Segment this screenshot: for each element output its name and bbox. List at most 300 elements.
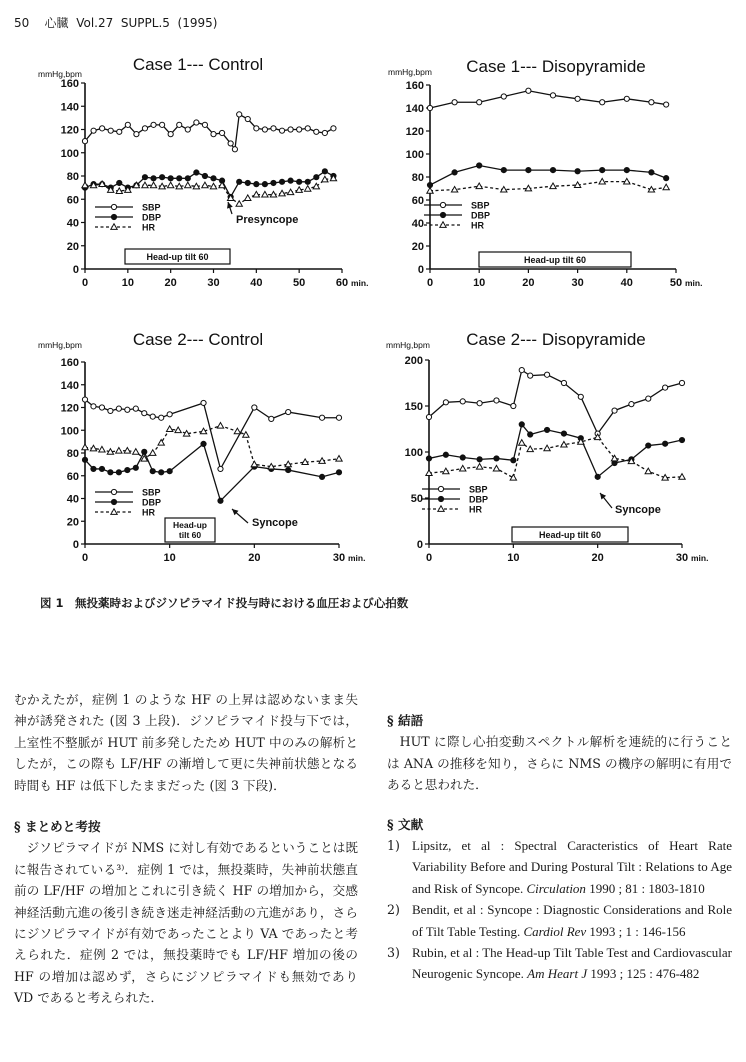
y-tick-label: 120 xyxy=(405,126,424,138)
x-tick-label: 10 xyxy=(163,552,176,564)
series-line-hr xyxy=(85,426,339,467)
x-tick-label: 20 xyxy=(164,277,177,289)
paragraph: ジソピラマイドが NMS に対し有効であるということは既に報告されている³⁾．症例 1 では，無投薬時，失神前状態直前の LF/HF の増加とこれに引き続く HF の増加から，交感神経活動亢進の後引き続き迷走神経活動の亢進があり，さらにジソピラマイドが有効であったことより VA であったと考えられた．症例 2 では，無投薬時でも LF/HF 増加の後の HF の増加は認めず，さらにジソピラマイドも無効であり VD であると考えられた． xyxy=(14,840,358,1006)
hr-point xyxy=(476,183,482,189)
y-tick-label: 100 xyxy=(60,147,79,160)
sbp-point xyxy=(501,94,506,99)
hr-point xyxy=(158,440,164,446)
hr-point xyxy=(202,182,208,188)
sbp-point xyxy=(252,405,257,410)
sbp-point xyxy=(314,129,319,134)
dbp-point xyxy=(575,169,580,174)
series-line-sbp xyxy=(429,370,682,433)
reference-journal: Circulation xyxy=(526,880,586,896)
reference-journal: Cardiol Rev xyxy=(523,923,587,939)
dbp-point xyxy=(544,427,549,432)
x-tick-label: 0 xyxy=(81,552,89,564)
sbp-point xyxy=(125,122,130,127)
dbp-point xyxy=(168,176,173,181)
y-tick-label: 20 xyxy=(411,241,424,253)
y-tick-label: 20 xyxy=(66,516,79,529)
chart-title: Case 2--- Disopyramide xyxy=(466,330,646,349)
legend-label: DBP xyxy=(142,212,162,223)
sbp-point xyxy=(111,489,116,494)
dbp-point xyxy=(177,176,182,181)
sbp-point xyxy=(108,408,113,413)
y-axis-unit: mmHg,bpm xyxy=(38,340,82,350)
dbp-point xyxy=(511,458,516,463)
sbp-point xyxy=(629,402,634,407)
legend-label: SBP xyxy=(469,484,488,495)
hr-point xyxy=(460,465,466,471)
y-axis-unit: mmHg,bpm xyxy=(386,340,430,350)
sbp-point xyxy=(108,128,113,133)
sbp-point xyxy=(99,405,104,410)
tilt-label: Head-up tilt 60 xyxy=(538,530,602,540)
journal-year: (1995) xyxy=(177,16,218,30)
x-tick-label: 10 xyxy=(507,552,520,564)
dbp-point xyxy=(111,214,116,219)
series-sbp xyxy=(82,112,336,152)
y-tick-label: 0 xyxy=(417,264,424,276)
y-tick-label: 140 xyxy=(60,379,79,392)
x-tick-label: 60 xyxy=(335,277,349,289)
dbp-point xyxy=(201,441,206,446)
sbp-point xyxy=(211,132,216,137)
legend-label: SBP xyxy=(142,202,161,213)
dbp-point xyxy=(108,470,113,475)
series-line-sbp xyxy=(85,400,339,469)
hr-point xyxy=(150,182,156,188)
sbp-point xyxy=(228,141,233,146)
chart-legend xyxy=(422,485,488,515)
series-sbp xyxy=(427,88,668,110)
dbp-point xyxy=(160,175,165,180)
sbp-point xyxy=(511,403,516,408)
chart-legend xyxy=(424,201,490,231)
hr-point xyxy=(234,428,240,434)
hr-point xyxy=(544,445,550,451)
series-line-hr xyxy=(430,182,666,191)
series-hr xyxy=(427,178,670,193)
reference-text: Rubin, et al : The Head-up Tilt Table Test and Cardiovascular Neurogenic Syncope. xyxy=(412,945,732,982)
sbp-point xyxy=(167,412,172,417)
legend-label: DBP xyxy=(142,497,162,508)
hr-point xyxy=(99,446,105,452)
legend-label: HR xyxy=(469,504,482,515)
x-tick-label: 10 xyxy=(121,277,134,289)
x-axis-unit: min. xyxy=(691,553,709,563)
dbp-point xyxy=(519,422,524,427)
y-tick-label: 0 xyxy=(72,264,79,276)
x-axis-unit: min. xyxy=(348,553,366,563)
reference-details: 1990 ; 81 : 1803-1810 xyxy=(585,880,705,896)
dbp-point xyxy=(595,474,600,479)
sbp-point xyxy=(575,96,580,101)
dbp-point xyxy=(528,432,533,437)
sbp-point xyxy=(646,396,651,401)
sbp-point xyxy=(160,122,165,127)
sbp-point xyxy=(116,406,121,411)
left-column xyxy=(14,689,358,1009)
sbp-point xyxy=(305,126,310,131)
hr-point xyxy=(510,475,516,481)
y-tick-label: 160 xyxy=(60,357,79,369)
y-tick-label: 50 xyxy=(410,493,423,505)
y-tick-label: 160 xyxy=(60,78,79,90)
annotation-arrow-head xyxy=(227,202,233,209)
dbp-point xyxy=(314,175,319,180)
y-tick-label: 100 xyxy=(404,447,423,459)
y-tick-label: 80 xyxy=(66,448,79,460)
chart-title: Case 2--- Control xyxy=(132,330,264,349)
legend-label: DBP xyxy=(471,210,491,221)
page-header xyxy=(14,14,217,31)
y-axis-unit: mmHg,bpm xyxy=(388,67,432,77)
dbp-point xyxy=(679,437,684,442)
sbp-point xyxy=(254,126,259,131)
hr-point xyxy=(175,427,181,433)
dbp-point xyxy=(438,496,443,501)
sbp-point xyxy=(82,397,87,402)
reference-item xyxy=(387,899,732,942)
y-tick-label: 120 xyxy=(60,124,79,137)
hr-point xyxy=(476,464,482,470)
dbp-point xyxy=(443,452,448,457)
y-tick-label: 160 xyxy=(405,80,424,92)
hr-point xyxy=(336,455,342,461)
legend-label: HR xyxy=(142,507,155,518)
hr-point xyxy=(150,450,156,456)
dbp-point xyxy=(185,176,190,181)
reference-number: 1) xyxy=(387,838,400,854)
chart-annotation: Presyncope xyxy=(236,214,299,226)
sbp-point xyxy=(526,88,531,93)
series-sbp xyxy=(426,368,684,437)
series-line-dbp xyxy=(429,424,682,476)
sbp-point xyxy=(440,202,445,207)
journal-volume: Vol.27 xyxy=(76,16,114,30)
sbp-point xyxy=(663,385,668,390)
sbp-point xyxy=(460,399,465,404)
dbp-point xyxy=(663,441,668,446)
reference-journal: Am Heart J xyxy=(527,966,588,982)
sbp-point xyxy=(477,100,482,105)
dbp-point xyxy=(477,163,482,168)
dbp-point xyxy=(218,498,223,503)
series-dbp xyxy=(82,441,341,503)
tilt-label: Head-up tilt 60 xyxy=(523,255,587,265)
dbp-point xyxy=(550,168,555,173)
sbp-point xyxy=(133,406,138,411)
legend-label: HR xyxy=(471,220,484,231)
x-tick-label: 20 xyxy=(248,552,261,564)
y-tick-label: 60 xyxy=(66,194,79,207)
sbp-point xyxy=(452,100,457,105)
dbp-point xyxy=(82,457,87,462)
y-tick-label: 140 xyxy=(405,103,424,115)
dbp-point xyxy=(151,176,156,181)
sbp-point xyxy=(600,100,605,105)
hr-point xyxy=(493,465,499,471)
sbp-point xyxy=(271,126,276,131)
right-column xyxy=(387,710,732,985)
tilt-label: Head-up tilt 60 xyxy=(146,252,209,262)
series-sbp xyxy=(82,397,341,472)
sbp-point xyxy=(528,373,533,378)
sbp-point xyxy=(297,127,302,132)
sbp-point xyxy=(185,127,190,132)
y-tick-label: 40 xyxy=(66,217,79,230)
tilt-label: tilt 60 xyxy=(178,530,202,540)
hr-point xyxy=(599,178,605,184)
tilt-label: Head-up xyxy=(173,520,207,530)
sbp-point xyxy=(519,368,524,373)
sbp-point xyxy=(125,407,130,412)
dbp-point xyxy=(646,443,651,448)
sbp-point xyxy=(443,400,448,405)
reference-text: Lipsitz, et al : Spectral Caracteristics of Heart Rate Variability Before and During Postural Tilt : Relations to Age and Risk of Syncope. xyxy=(412,838,732,896)
journal-supplement: SUPPL.5 xyxy=(120,16,170,30)
dbp-point xyxy=(297,179,302,184)
hr-point xyxy=(185,182,191,188)
sbp-point xyxy=(319,415,324,420)
x-tick-label: 20 xyxy=(591,552,604,564)
sbp-point xyxy=(82,139,87,144)
chart-legend xyxy=(95,488,161,518)
y-tick-label: 200 xyxy=(404,355,423,367)
sbp-point xyxy=(91,128,96,133)
sbp-point xyxy=(649,100,654,105)
paragraph: むかえたが，症例 1 のような HF の上昇は認めないまま失神が誘発された (図 3 上段)．ジソピラマイド投与下では，上室性不整脈が HUT 前多発したため HUT 中のみの解析としたが，この際も LF/HF の漸増して更に失神前状態となる時間も HF は低下したままだった (図 3 下段)． xyxy=(14,692,358,793)
dbp-point xyxy=(426,456,431,461)
sbp-point xyxy=(612,408,617,413)
y-tick-label: 150 xyxy=(404,401,423,413)
hr-point xyxy=(217,423,223,429)
hr-point xyxy=(645,468,651,474)
dbp-point xyxy=(501,168,506,173)
x-tick-label: 30 xyxy=(207,277,220,289)
sbp-point xyxy=(177,122,182,127)
sbp-point xyxy=(202,122,207,127)
dbp-point xyxy=(600,168,605,173)
legend-label: DBP xyxy=(469,494,489,505)
x-tick-label: 0 xyxy=(81,277,89,289)
sbp-point xyxy=(438,486,443,491)
reference-item xyxy=(387,942,732,985)
y-tick-label: 100 xyxy=(405,149,424,161)
sbp-point xyxy=(134,132,139,137)
section-title: § 文献 xyxy=(387,816,424,832)
sbp-point xyxy=(561,380,566,385)
sbp-point xyxy=(426,414,431,419)
dbp-point xyxy=(167,469,172,474)
chart-case2-disopyramide xyxy=(372,325,746,570)
dbp-point xyxy=(477,457,482,462)
x-tick-label: 50 xyxy=(293,277,306,289)
y-tick-label: 60 xyxy=(411,195,424,207)
figure-caption: 図 1 無投薬時およびジソピラマイド投与時における血圧および心拍数 xyxy=(40,596,409,610)
chart-case1-disopyramide xyxy=(372,50,746,300)
sbp-point xyxy=(331,126,336,131)
hr-point xyxy=(133,449,139,455)
sbp-point xyxy=(245,116,250,121)
dbp-point xyxy=(460,455,465,460)
hr-point xyxy=(245,195,251,201)
sbp-point xyxy=(168,132,173,137)
dbp-point xyxy=(262,182,267,187)
y-tick-label: 100 xyxy=(60,425,79,438)
legend-label: SBP xyxy=(142,487,161,498)
chart-annotation: Syncope xyxy=(615,504,661,516)
y-tick-label: 0 xyxy=(416,539,423,551)
sbp-point xyxy=(142,411,147,416)
x-tick-label: 30 xyxy=(332,552,346,564)
sbp-point xyxy=(322,130,327,135)
section-title: § 結語 xyxy=(387,713,424,728)
x-tick-label: 10 xyxy=(473,277,486,289)
paragraph: HUT に際し心拍変動スペクトル解析を連続的に行うことは ANA の推移を知り，さらに NMS の機序の解明に有用であると思われた． xyxy=(387,734,732,793)
sbp-point xyxy=(111,204,116,209)
dbp-point xyxy=(159,470,164,475)
dbp-point xyxy=(245,180,250,185)
hr-point xyxy=(527,446,533,452)
hr-point xyxy=(243,432,249,438)
reference-item xyxy=(387,835,732,899)
y-tick-label: 80 xyxy=(66,171,79,183)
y-tick-label: 40 xyxy=(66,493,79,506)
sbp-point xyxy=(201,400,206,405)
x-tick-label: 20 xyxy=(522,277,535,289)
reference-number: 2) xyxy=(387,902,400,918)
x-tick-label: 40 xyxy=(620,277,633,289)
hr-point xyxy=(251,461,257,467)
series-hr xyxy=(82,423,342,470)
dbp-point xyxy=(211,176,216,181)
sbp-point xyxy=(142,126,147,131)
dbp-point xyxy=(99,466,104,471)
dbp-point xyxy=(336,470,341,475)
dbp-point xyxy=(288,178,293,183)
legend-label: SBP xyxy=(471,200,490,211)
sbp-point xyxy=(288,127,293,132)
sbp-point xyxy=(219,130,224,135)
sbp-point xyxy=(578,394,583,399)
dbp-point xyxy=(202,173,207,178)
dbp-point xyxy=(526,168,531,173)
x-axis-unit: min. xyxy=(351,278,369,288)
dbp-point xyxy=(319,474,324,479)
hr-point xyxy=(167,182,173,188)
dbp-point xyxy=(194,170,199,175)
hr-point xyxy=(82,444,88,450)
dbp-point xyxy=(440,212,445,217)
series-line-sbp xyxy=(430,91,666,108)
dbp-point xyxy=(286,467,291,472)
x-axis-unit: min. xyxy=(685,278,703,288)
dbp-point xyxy=(150,469,155,474)
sbp-point xyxy=(262,127,267,132)
x-tick-label: 50 xyxy=(669,277,683,289)
y-tick-label: 20 xyxy=(66,240,79,253)
sbp-point xyxy=(550,93,555,98)
journal-name: 心臓 xyxy=(44,16,69,30)
sbp-point xyxy=(286,409,291,414)
y-tick-label: 60 xyxy=(66,470,79,483)
chart-title: Case 1--- Disopyramide xyxy=(466,57,646,76)
chart-case2-control xyxy=(0,325,372,570)
sbp-point xyxy=(269,416,274,421)
series-dbp xyxy=(82,169,336,200)
reference-details: 1993 ; 125 : 476-482 xyxy=(587,966,700,982)
sbp-point xyxy=(679,380,684,385)
chart-legend xyxy=(95,203,161,233)
sbp-point xyxy=(151,122,156,127)
y-tick-label: 0 xyxy=(72,539,79,551)
dbp-point xyxy=(111,499,116,504)
y-tick-label: 120 xyxy=(60,402,79,415)
sbp-point xyxy=(194,120,199,125)
chart-title: Case 1--- Control xyxy=(132,55,264,74)
dbp-point xyxy=(494,456,499,461)
sbp-point xyxy=(117,129,122,134)
hr-point xyxy=(236,201,242,207)
dbp-point xyxy=(649,170,654,175)
reference-details: 1993 ; 1 : 146-156 xyxy=(586,923,686,939)
x-tick-label: 0 xyxy=(426,277,434,289)
sbp-point xyxy=(336,415,341,420)
dbp-point xyxy=(271,180,276,185)
reference-number: 3) xyxy=(387,945,400,961)
sbp-point xyxy=(664,102,669,107)
dbp-point xyxy=(116,470,121,475)
x-tick-label: 30 xyxy=(571,277,584,289)
x-tick-label: 40 xyxy=(250,277,263,289)
hr-point xyxy=(279,190,285,196)
y-tick-label: 80 xyxy=(411,172,424,184)
sbp-point xyxy=(494,398,499,403)
sbp-point xyxy=(100,126,105,131)
sbp-point xyxy=(150,414,155,419)
sbp-point xyxy=(237,112,242,117)
sbp-point xyxy=(91,404,96,409)
dbp-point xyxy=(561,431,566,436)
hr-point xyxy=(116,448,122,454)
series-line-dbp xyxy=(430,166,666,186)
reference-text: Bendit, et al : Syncope : Diagnostic Considerations and Role of Tilt Table Testing. xyxy=(412,902,732,939)
section-title: § まとめと考按 xyxy=(14,819,101,835)
hr-point xyxy=(561,441,567,447)
sbp-point xyxy=(279,128,284,133)
hr-point xyxy=(519,440,525,446)
sbp-point xyxy=(427,105,432,110)
dbp-point xyxy=(142,449,147,454)
y-tick-label: 140 xyxy=(60,101,79,114)
sbp-point xyxy=(624,96,629,101)
dbp-point xyxy=(624,168,629,173)
y-tick-label: 40 xyxy=(411,218,424,230)
dbp-point xyxy=(664,176,669,181)
hr-point xyxy=(663,184,669,190)
hr-point xyxy=(166,426,172,432)
dbp-point xyxy=(254,182,259,187)
sbp-point xyxy=(544,372,549,377)
sbp-point xyxy=(218,466,223,471)
dbp-point xyxy=(237,179,242,184)
x-tick-label: 30 xyxy=(675,552,689,564)
dbp-point xyxy=(125,467,130,472)
dbp-point xyxy=(305,179,310,184)
